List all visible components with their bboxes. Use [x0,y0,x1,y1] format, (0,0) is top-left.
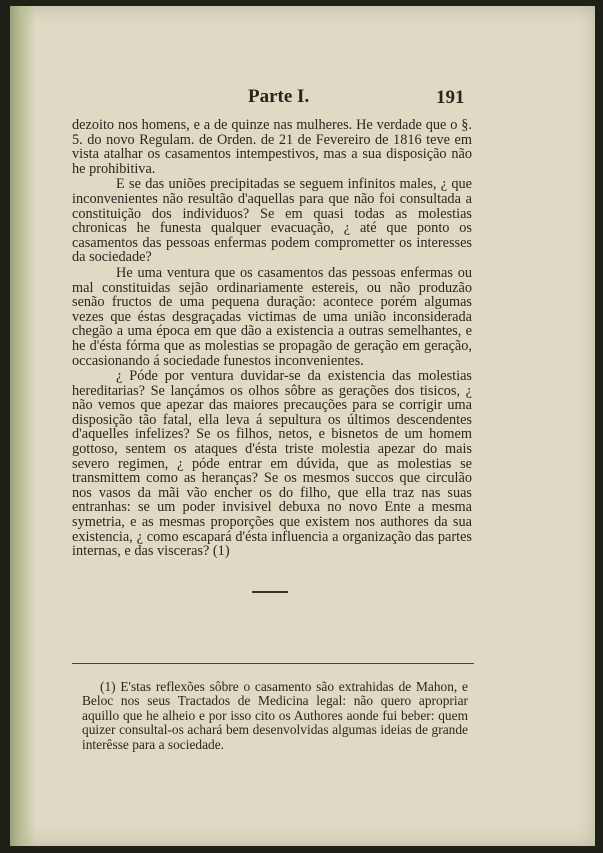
section-rule [252,591,288,593]
page-gutter [10,6,36,846]
body-text [72,118,472,559]
paragraph: dezoito nos homens, e a de quinze nas mulheres. He verdade que o §. 5. do novo Regulam. de Orden. de 21 de Fevereiro de 1816 teve em vista atalhar os casamentos intempestivos, mas a sua disposição não he prohibitiva. [72,117,472,177]
paragraph: He uma ventura que os casamentos das pessoas enfermas ou mal constituidas sejão ordinariamente estereis, ou não produzão senão fructos de uma pequena duração: acontece porém algumas vezes que éstas desgraçadas victimas de uma união inconsiderada chegão a uma época em que dão a existencia a outras semelhantes, e he d'ésta fórma que as molestias se propagão de geração em geração, occasionando á sociedade funestos inconvenientes. [72,264,472,369]
paragraph: E se das uniões precipitadas se seguem infinitos males, ¿ que inconvenientes não resultão d'aquellas para que não foi consultada a constituição dos individuos? Se em quasi todas as molestias chronicas he funesta qualquer evacuação, ¿ até que ponto os casamentos das pessoas enfermas podem comprometter os interesses da sociedade? [72,176,472,266]
footnote-separator [72,663,474,664]
footnote: (1) E'stas reflexões sôbre o casamento são extrahidas de Mahon, e Beloc nos seus Tractados de Medicina legal: não quero apropriar aquillo que he alheio e por isso cito os Authores aonde fui beber: quem quizer consultal-os achará bem desenvolvidas algumas ideias de grande interêsse para a sociedade. [82,679,468,752]
part-title: Parte I. [248,86,310,107]
paragraph: ¿ Póde por ventura duvidar-se da existencia das molestias hereditarias? Se lançámos os olhos sôbre as gerações dos tisicos, ¿ não vemos que apezar das maiores precauções para se corrigir uma disposição tão fatal, ella leva á sepultura os últimos descendentes d'aquelles infelizes? Se os filhos, netos, e bisnetos de um homem gottoso, sentem os ataques d'ésta triste molestia apezar do mais severo regimen, ¿ póde entrar em dúvida, que as molestias se transmittem como as heranças? Se os mesmos succos que circulão nos vasos da mãi vão encher os do filho, que ella traz nas suas entranhas: se um poder invisivel debuxa no novo Ente a mesma symetria, e as mesmas proporções que existem nos authores da sua existencia, ¿ como escapará d'ésta influencia a organização das partes internas, e das visceras? (1) [72,368,472,560]
page-number: 191 [436,87,465,108]
